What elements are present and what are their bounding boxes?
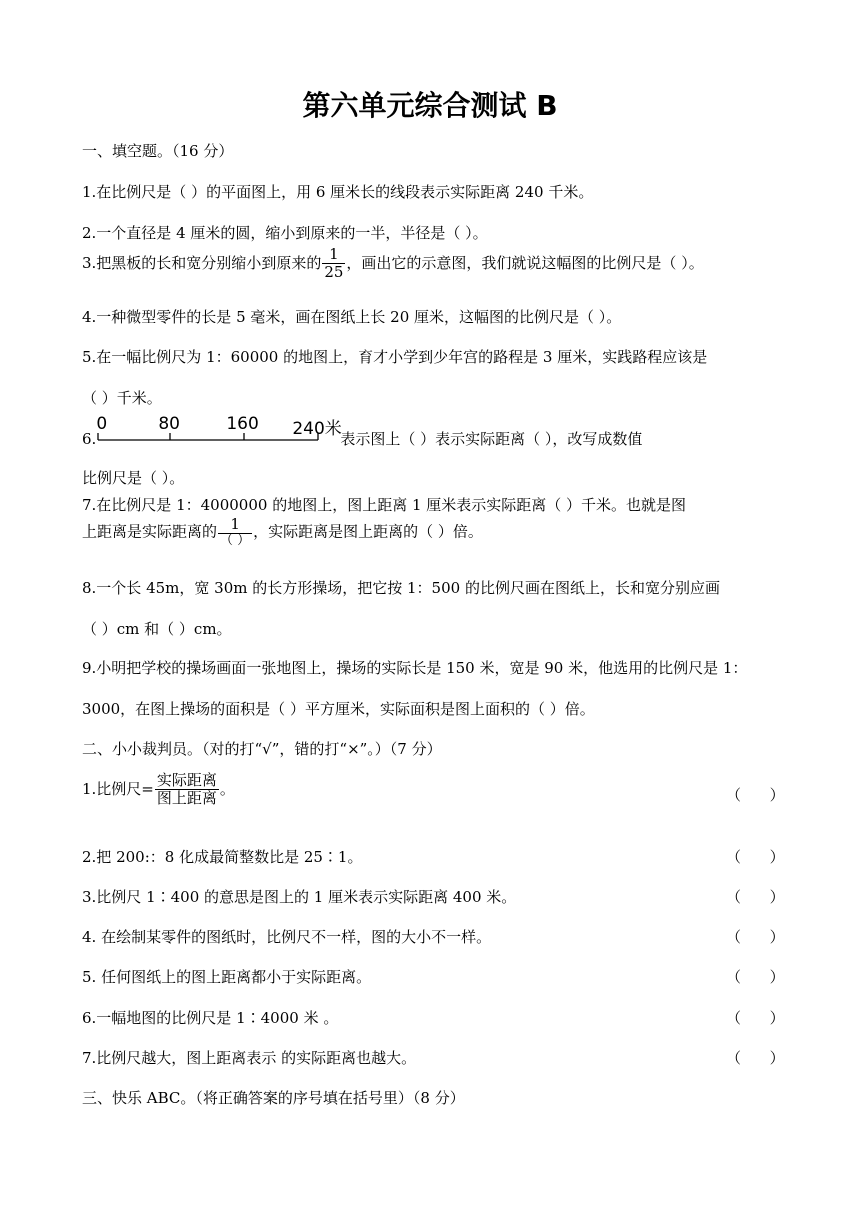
s1-question-7-line2	[82, 516, 483, 549]
page-title: 第六单元综合测试 B	[302, 89, 558, 122]
q3-fraction	[322, 246, 345, 282]
s2q1-fraction-denominator: 图上距离	[156, 789, 217, 808]
s1-question-9-line1: 9.小明把学校的操场画面一张地图上，操场的实际长是 150 米，宽是 90 米，他选用的比例尺是 1：	[82, 659, 748, 677]
s2q1-text-pre: 1.比例尺=	[82, 779, 154, 798]
s2-answer-paren-5: （ ）	[726, 968, 785, 986]
s2-question-1	[82, 772, 235, 808]
s2q1-text-post: 。	[219, 779, 235, 798]
s1-question-4: 4.一种微型零件的长是 5 毫米，画在图纸上长 20 厘米，这幅图的比例尺是（ ）。	[82, 308, 622, 326]
line-scale-bar	[96, 414, 342, 446]
s2-question-2: 2.把 200:：8 化成最简整数比是 25∶1。	[82, 848, 363, 866]
s1-question-8-line1: 8.一个长 45m，宽 30m 的长方形操场，把它按 1：500 的比例尺画在图纸上，长和宽分别应画	[82, 579, 720, 597]
section2-heading: 二、小小裁判员。（对的打“√”，错的打“×”。）（7 分）	[82, 740, 442, 758]
q6-number: 6.	[82, 430, 97, 448]
scale-label-80: 80	[158, 414, 180, 434]
s2-question-4: 4. 在绘制某零件的图纸时，比例尺不一样，图的大小不一样。	[82, 928, 492, 946]
scale-label-160: 160	[226, 414, 259, 434]
s2-answer-paren-1: （ ）	[726, 786, 785, 804]
s1-question-5-line2: （ ）千米。	[82, 389, 162, 407]
q7-text-pre: 上距离是实际距离的	[82, 522, 218, 541]
s2-answer-paren-3: （ ）	[726, 888, 785, 906]
s2-question-7: 7.比例尺越大，图上距离表示 的实际距离也越大。	[82, 1049, 417, 1067]
s2q1-fraction	[155, 772, 219, 808]
s1-question-9-line2: 3000，在图上操场的面积是（ ）平方厘米，实际面积是图上面积的（ ）倍。	[82, 700, 595, 718]
q7-fraction-denominator: （ ）	[220, 533, 251, 549]
s1-question-1: 1.在比例尺是（ ）的平面图上，用 6 厘米长的线段表示实际距离 240 千米。	[82, 183, 594, 201]
s1-question-5-line1: 5.在一幅比例尺为 1：60000 的地图上，育才小学到少年宫的路程是 3 厘米，实践路程应该是	[82, 348, 708, 366]
q6-text: 表示图上（ ）表示实际距离（ ），改写成数值	[340, 430, 643, 448]
s2q1-fraction-numerator: 实际距离	[156, 771, 217, 789]
s2-answer-paren-4: （ ）	[726, 928, 785, 946]
s1-question-3	[82, 246, 704, 282]
q3-fraction-denominator: 25	[324, 263, 344, 282]
s2-question-6: 6.一幅地图的比例尺是 1∶4000 米 。	[82, 1009, 339, 1027]
q7-text-post: ，实际距离是图上距离的（ ）倍。	[253, 522, 483, 541]
q3-text-post: ，画出它的示意图，我们就说这幅图的比例尺是（ ）。	[346, 253, 704, 272]
s2-answer-paren-6: （ ）	[726, 1009, 785, 1027]
s2-answer-paren-2: （ ）	[726, 848, 785, 866]
s2-answer-paren-7: （ ）	[726, 1049, 785, 1067]
s1-question-7-line1: 7.在比例尺是 1：4000000 的地图上，图上距离 1 厘米表示实际距离（ ）千米。也就是图	[82, 496, 687, 514]
s2-question-3: 3.比例尺 1∶400 的意思是图上的 1 厘米表示实际距离 400 米。	[82, 888, 517, 906]
q3-text-pre: 3.把黑板的长和宽分别缩小到原来的	[82, 253, 322, 272]
s1-question-8-line2: （ ）cm 和（ ）cm。	[82, 620, 232, 638]
q3-fraction-numerator: 1	[322, 246, 345, 264]
scale-label-0: 0	[96, 414, 108, 434]
s1-question-2: 2.一个直径是 4 厘米的圆，缩小到原来的一半，半径是（ ）。	[82, 224, 488, 242]
s1-question-6	[82, 414, 643, 449]
q7-fraction-numerator: 1	[218, 516, 252, 534]
s2-question-5: 5. 任何图纸上的图上距离都小于实际距离。	[82, 968, 372, 986]
q7-fraction	[218, 516, 252, 549]
section3-heading: 三、快乐 ABC。（将正确答案的序号填在括号里）（8 分）	[82, 1089, 465, 1107]
s1-question-6-line2: 比例尺是（ ）。	[82, 469, 185, 487]
section1-heading: 一、填空题。（16 分）	[82, 142, 234, 160]
scale-label-240: 240米	[292, 419, 342, 439]
